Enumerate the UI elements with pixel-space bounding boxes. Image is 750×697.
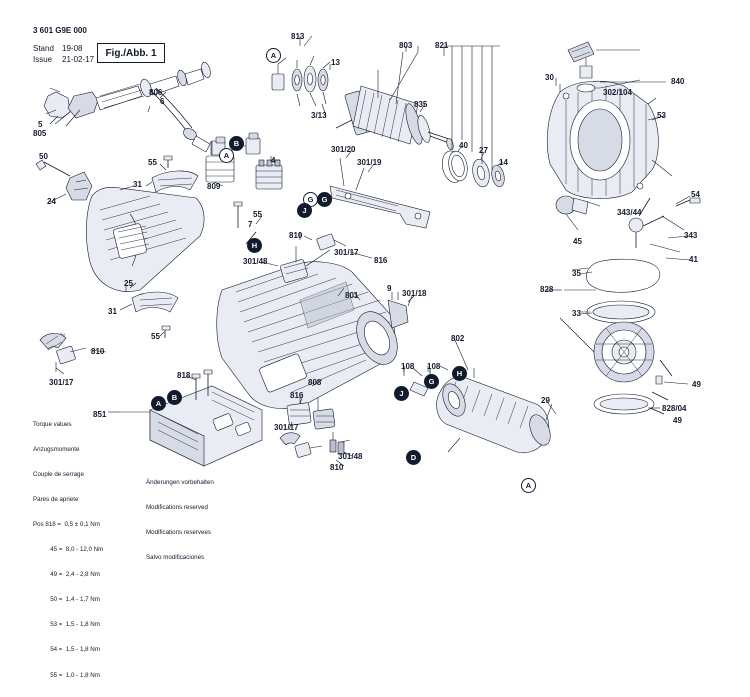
callout-808: 808	[308, 378, 322, 387]
figure-box: Fig./Abb. 1	[97, 43, 165, 63]
callout-810-a: 810	[289, 231, 303, 240]
part-number: 3 601 G9E 000	[33, 26, 87, 35]
callout-25: 25	[124, 279, 133, 288]
carbon-brush-left	[40, 333, 86, 372]
callout-803: 803	[399, 41, 413, 50]
switch-assembly	[120, 370, 262, 466]
stand-value: 19-08	[62, 44, 83, 53]
marker-b-1: B	[229, 136, 244, 151]
callout-5: 5	[38, 120, 43, 129]
note-line: Modifications reserved	[146, 503, 208, 511]
callout-108-b: 108	[427, 362, 441, 371]
issue-label: Issue	[33, 55, 53, 64]
marker-g-3: G	[424, 374, 439, 389]
callout-805: 805	[33, 129, 47, 138]
torque-line: Anzugsmomente	[33, 445, 80, 453]
callout-108-a: 108	[401, 362, 415, 371]
marker-g-1: G	[303, 192, 318, 207]
callout-33: 33	[572, 309, 581, 318]
callout-301-17-a: 301/17	[334, 248, 359, 257]
torque-line: 53 = 1,5 - 1,8 Nm	[33, 621, 100, 629]
torque-line: 49 = 2,4 - 2,8 Nm	[33, 571, 100, 579]
torque-line: 50 = 1,4 - 1,7 Nm	[33, 596, 100, 604]
callout-821: 821	[435, 41, 449, 50]
callout-810-b: 810	[91, 347, 105, 356]
marker-a-2: A	[219, 148, 234, 163]
callout-801: 801	[345, 291, 359, 300]
gear-head-housing	[547, 81, 672, 198]
stand-label: Stand	[33, 44, 54, 53]
callout-343-44: 343/44	[617, 208, 642, 217]
marker-b-2: B	[167, 390, 182, 405]
gear-set-group	[560, 259, 672, 414]
callout-55-c: 55	[151, 332, 160, 341]
callout-835: 835	[414, 100, 428, 109]
callout-851: 851	[93, 410, 107, 419]
callout-31-a: 31	[133, 180, 142, 189]
callout-302-104: 302/104	[603, 88, 632, 97]
cable-bracket	[330, 158, 430, 228]
cord-assembly	[44, 61, 220, 152]
callout-301-48-b: 301/48	[338, 452, 363, 461]
callout-816-a: 816	[374, 256, 388, 265]
callout-49-b: 49	[673, 416, 682, 425]
callout-31-b: 31	[108, 307, 117, 316]
callout-14: 14	[499, 158, 508, 167]
callout-45: 45	[573, 237, 582, 246]
callout-35: 35	[572, 269, 581, 278]
marker-h-1: H	[247, 238, 262, 253]
callout-13: 13	[331, 58, 340, 67]
callout-4: 4	[271, 156, 276, 165]
torque-line: Pares de apriete	[33, 495, 79, 503]
callout-41: 41	[689, 255, 698, 264]
armature	[336, 52, 455, 151]
callout-30: 30	[545, 73, 554, 82]
callout-810-c: 810	[330, 463, 344, 472]
torque-line: Couple de serrage	[33, 470, 84, 478]
callout-55-a: 55	[148, 158, 157, 167]
callout-6: 6	[160, 97, 165, 106]
torque-line: Pos 818 = 0,5 ± 0,1 Nm	[33, 521, 100, 529]
callout-50: 50	[39, 152, 48, 161]
callout-828: 828	[540, 285, 554, 294]
marker-h-2: H	[452, 366, 467, 381]
callout-809: 809	[207, 182, 221, 191]
callout-301-20: 301/20	[331, 145, 356, 154]
callout-301-48-a: 301/48	[243, 257, 268, 266]
callout-301-18: 301/18	[402, 289, 427, 298]
callout-53: 53	[657, 111, 666, 120]
torque-line: Torque values	[33, 420, 72, 428]
callout-7: 7	[248, 220, 253, 229]
callout-806: 806	[149, 88, 163, 97]
callout-29: 29	[541, 396, 550, 405]
callout-301-19: 301/19	[357, 158, 382, 167]
callout-301-17-c: 301/17	[274, 423, 299, 432]
marker-a-1: A	[266, 48, 281, 63]
callout-55-b: 55	[253, 210, 262, 219]
washer-group	[439, 146, 506, 188]
note-line: Salvo modificaciones	[146, 553, 205, 561]
marker-j-2: J	[394, 386, 409, 401]
callout-301-17-b: 301/17	[49, 378, 74, 387]
torque-line: 45 = 8,0 - 12,0 Nm	[33, 546, 104, 554]
marker-j-1: J	[297, 203, 312, 218]
callout-343: 343	[684, 231, 698, 240]
torque-line: 55 = 1,0 - 1,8 Nm	[33, 671, 100, 679]
torque-line: 54 = 1,5 - 1,8 Nm	[33, 646, 100, 654]
callout-813: 813	[291, 32, 305, 41]
callout-802: 802	[451, 334, 465, 343]
callout-27: 27	[479, 146, 488, 155]
callout-49-a: 49	[692, 380, 701, 389]
callout-9: 9	[387, 284, 392, 293]
modifications-note-block	[146, 462, 214, 579]
callout-818: 818	[177, 371, 191, 380]
callout-816-b: 816	[290, 391, 304, 400]
bearing-stack	[272, 56, 330, 106]
marker-d-1: D	[406, 450, 421, 465]
note-line: Modifications reservees	[146, 528, 211, 536]
marker-a-3: A	[151, 396, 166, 411]
note-line: Änderungen vorbehalten	[146, 478, 214, 486]
callout-24: 24	[47, 197, 56, 206]
callout-828-04: 828/04	[662, 404, 687, 413]
motor-housing	[86, 187, 204, 292]
torque-values-block	[33, 404, 103, 697]
callout-40: 40	[459, 141, 468, 150]
callout-840: 840	[671, 77, 685, 86]
issue-value: 21-02-17	[62, 55, 95, 64]
marker-a-4: A	[521, 478, 536, 493]
marker-g-2: G	[317, 192, 332, 207]
callout-54: 54	[691, 190, 700, 199]
callout-3-13: 3/13	[311, 111, 327, 120]
